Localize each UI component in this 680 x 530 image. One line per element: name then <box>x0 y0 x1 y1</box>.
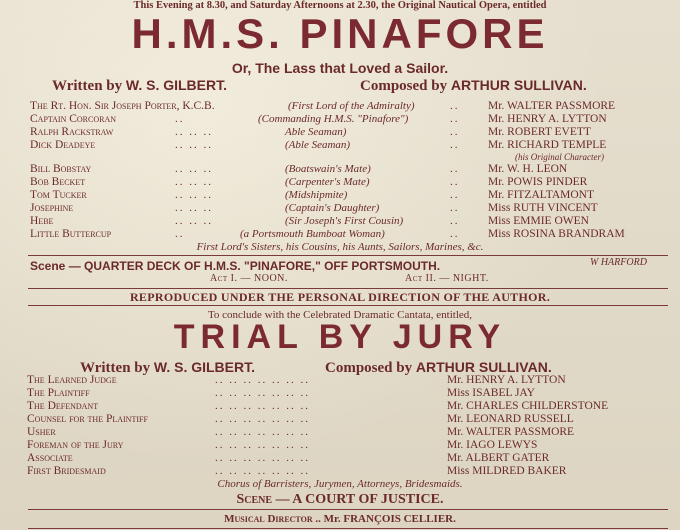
actor-name: Mr. POWIS PINDER <box>488 176 588 188</box>
actor-name: Miss RUTH VINCENT <box>488 202 598 214</box>
actor-name: Mr. WALTER PASSMORE <box>488 100 616 112</box>
role-description: (Sir Joseph's First Cousin) <box>285 215 404 227</box>
role-name: The Defendant <box>27 400 99 412</box>
actor-name: Miss ISABEL JAY <box>447 387 535 399</box>
actor-name: Mr. ROBERT EVETT <box>488 126 591 138</box>
leader-dots: .. .. .. <box>175 163 213 175</box>
librettist-name: W. S. GILBERT. <box>125 77 228 93</box>
leader-dots: .. <box>450 113 460 125</box>
leader-dots: .. .. .. .. .. .. .. <box>215 426 310 438</box>
leader-dots: .. <box>175 113 185 125</box>
pinafore-written-by <box>52 77 227 95</box>
divider <box>28 255 668 256</box>
role-name: The Rt. Hon. Sir Joseph Porter, K.C.B. <box>30 100 215 112</box>
trial-chorus: Chorus of Barristers, Jurymen, Attorneys, Bridesmaids. <box>217 478 463 490</box>
leader-dots: .. .. .. .. .. .. .. <box>215 439 310 451</box>
leader-dots: .. .. .. <box>175 139 213 151</box>
divider <box>28 528 668 529</box>
actor-name: Mr. ALBERT GATER <box>447 452 550 464</box>
role-description: (Carpenter's Mate) <box>285 176 370 188</box>
actor-name: Miss ROSINA BRANDRAM <box>488 228 625 240</box>
leader-dots: .. <box>450 202 460 214</box>
role-name: Bill Bobstay <box>30 163 92 175</box>
leader-dots: .. <box>450 189 460 201</box>
actor-name: Mr. CHARLES CHILDERSTONE <box>447 400 609 412</box>
actor-name: Mr. HENRY A. LYTTON <box>447 374 566 386</box>
performance-times: This Evening at 8.30, and Saturday Afternoons at 2.30, the Original Nautical Opera, entitled <box>133 0 547 11</box>
divider <box>28 288 668 289</box>
divider <box>28 509 668 510</box>
scene-label: Scene <box>30 259 66 273</box>
role-description: (Captain's Daughter) <box>285 202 380 214</box>
pinafore-title: H.M.S. PINAFORE <box>131 10 549 57</box>
leader-dots: .. <box>450 139 460 151</box>
actor-name: Mr. HENRY A. LYTTON <box>488 113 607 125</box>
role-name: Counsel for the Plaintiff <box>27 413 148 425</box>
pinafore-subtitle: Or, The Lass that Loved a Sailor. <box>231 60 449 76</box>
role-name: The Learned Judge <box>27 374 117 386</box>
role-name: Usher <box>27 426 56 438</box>
actor-name: Mr. W. H. LEON <box>488 163 568 175</box>
role-name: First Bridesmaid <box>27 465 106 477</box>
actor-name: Mr. LEONARD RUSSELL <box>447 413 574 425</box>
role-description: (a Portsmouth Bumboat Woman) <box>240 228 385 240</box>
role-name: Tom Tucker <box>30 189 87 201</box>
role-name: Hebe <box>30 215 54 227</box>
act-one: Act I. — NOON. <box>210 273 288 284</box>
leader-dots: .. .. .. <box>175 126 213 138</box>
leader-dots: .. .. .. <box>175 215 213 227</box>
actor-name: Mr. RICHARD TEMPLE <box>488 139 607 151</box>
leader-dots: .. <box>450 176 460 188</box>
leader-dots: .. .. .. .. .. .. .. <box>215 413 310 425</box>
role-description: (Commanding H.M.S. "Pinafore") <box>258 113 409 125</box>
trial-title: TRIAL BY JURY <box>173 318 507 356</box>
leader-dots: .. .. .. .. .. .. .. <box>215 465 310 477</box>
leader-dots: .. <box>450 163 460 175</box>
leader-dots: .. .. .. <box>175 189 213 201</box>
leader-dots: .. <box>450 215 460 227</box>
scene-text: QUARTER DECK OF H.M.S. "PINAFORE," OFF PORTSMOUTH. <box>84 259 441 273</box>
leader-dots: .. <box>450 228 460 240</box>
divider <box>28 305 668 306</box>
actor-name: Mr. FITZALTAMONT <box>488 189 594 201</box>
leader-dots: .. .. .. <box>175 202 213 214</box>
leader-dots: .. .. .. <box>175 176 213 188</box>
role-name: Ralph Rackstraw <box>30 126 114 138</box>
role-name: The Plaintiff <box>27 387 90 399</box>
actor-name: Mr. WALTER PASSMORE <box>447 426 575 438</box>
pinafore-scene: Scene — QUARTER DECK OF H.M.S. "PINAFORE," OFF PORTSMOUTH. <box>30 259 441 273</box>
trial-written-by: Written by W. S. GILBERT. <box>80 359 256 376</box>
actor-name: Mr. IAGO LEWYS <box>447 439 538 451</box>
scene-credit: W HARFORD <box>590 257 647 268</box>
leader-dots: .. <box>175 228 185 240</box>
role-description: Able Seaman) <box>285 126 347 138</box>
composer-name: ARTHUR SULLIVAN. <box>450 77 587 93</box>
leader-dots: .. .. .. .. .. .. .. <box>215 374 310 386</box>
role-name: Captain Corcoran <box>30 113 117 125</box>
reproduced-notice: REPRODUCED UNDER THE PERSONAL DIRECTION OF THE AUTHOR. <box>129 290 551 304</box>
role-name: Dick Deadeye <box>30 139 96 151</box>
leader-dots: .. .. .. .. .. .. .. <box>215 400 310 412</box>
act-two: Act II. — NIGHT. <box>405 273 489 284</box>
role-name: Associate <box>27 452 73 464</box>
role-description: (First Lord of the Admiralty) <box>288 100 415 112</box>
composed-by-label: Composed by <box>360 78 448 94</box>
role-name: Bob Becket <box>30 176 86 188</box>
trial-composed-by: Composed by ARTHUR SULLIVAN. <box>325 359 552 376</box>
role-description: (Able Seaman) <box>285 139 351 151</box>
leader-dots: .. <box>450 126 460 138</box>
role-description: (Midshipmite) <box>285 189 348 201</box>
role-description: (Boatswain's Mate) <box>285 163 371 175</box>
role-name: Foreman of the Jury <box>27 439 124 451</box>
role-name: Little Buttercup <box>30 228 112 240</box>
musical-director: Musical Director .. Mr. FRANÇOIS CELLIER. <box>224 513 456 525</box>
leader-dots: .. .. .. .. .. .. .. <box>215 387 310 399</box>
actor-name: Miss EMMIE OWEN <box>488 215 589 227</box>
leader-dots: .. <box>450 100 460 112</box>
trial-scene: Scene — A COURT OF JUSTICE. <box>236 492 444 507</box>
role-name: Josephine <box>30 202 74 214</box>
conclude-note: To conclude with the Celebrated Dramatic Cantata, entitled, <box>207 309 473 321</box>
pinafore-chorus: First Lord's Sisters, his Cousins, his Aunts, Sailors, Marines, &c. <box>196 241 484 253</box>
actor-name: Miss MILDRED BAKER <box>447 465 567 477</box>
written-by-label: Written by <box>52 78 123 94</box>
leader-dots: .. .. .. .. .. .. .. <box>215 452 310 464</box>
actor-note: (his Original Character) <box>515 152 604 162</box>
pinafore-composed-by <box>360 77 587 95</box>
